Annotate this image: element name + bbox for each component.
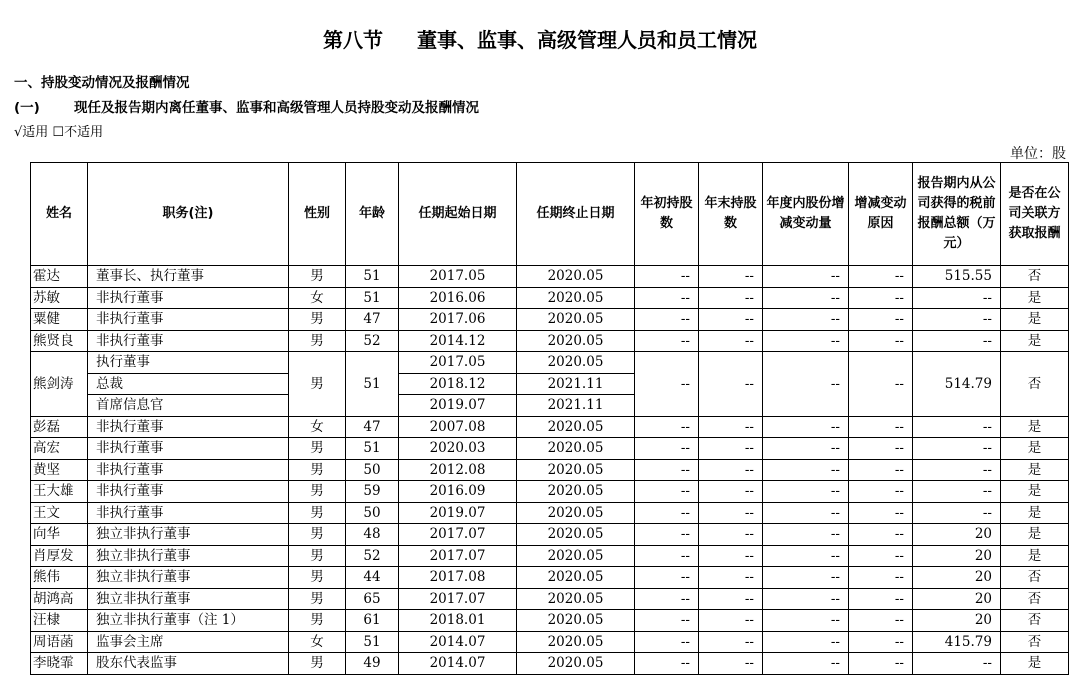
table-cell: --: [913, 330, 1001, 352]
table-cell: 47: [346, 309, 399, 331]
table-cell: 2020.05: [517, 524, 635, 546]
table-cell: --: [913, 502, 1001, 524]
table-cell: 非执行董事: [88, 309, 289, 331]
table-cell: 是: [1001, 545, 1069, 567]
table-cell: --: [635, 309, 699, 331]
table-cell: --: [763, 266, 849, 288]
table-cell: 高宏: [31, 438, 88, 460]
table-cell: --: [763, 588, 849, 610]
table-cell: --: [763, 502, 849, 524]
table-cell: 59: [346, 481, 399, 503]
table-cell: 2019.07: [399, 395, 517, 417]
table-cell: --: [913, 309, 1001, 331]
holdings-table: [30, 162, 1069, 675]
header-cell: 任期起始日期: [399, 163, 517, 266]
table-row: [31, 653, 1069, 675]
unit-label: 单位：股: [1010, 146, 1066, 162]
table-cell: --: [635, 524, 699, 546]
table-cell: --: [763, 309, 849, 331]
table-header-row: [31, 163, 1069, 266]
table-cell: --: [635, 266, 699, 288]
table-row: [31, 330, 1069, 352]
table-cell: 首席信息官: [88, 395, 289, 417]
table-cell: 非执行董事: [88, 481, 289, 503]
header-cell: 任期终止日期: [517, 163, 635, 266]
table-cell: --: [635, 352, 699, 417]
page-title: [0, 24, 1080, 53]
table-cell: --: [913, 416, 1001, 438]
table-cell: --: [849, 653, 913, 675]
table-cell: 2020.03: [399, 438, 517, 460]
table-cell: 是: [1001, 653, 1069, 675]
table-cell: 50: [346, 459, 399, 481]
table-cell: 是: [1001, 330, 1069, 352]
table-cell: 周语菡: [31, 631, 88, 653]
table-cell: 否: [1001, 266, 1069, 288]
table-cell: --: [913, 481, 1001, 503]
table-cell: 2014.12: [399, 330, 517, 352]
table-cell: 李晓霏: [31, 653, 88, 675]
table-cell: --: [699, 438, 763, 460]
table-cell: 苏敏: [31, 287, 88, 309]
table-cell: --: [699, 352, 763, 417]
table-cell: 男: [289, 610, 346, 632]
table-cell: 52: [346, 545, 399, 567]
table-cell: 黄坚: [31, 459, 88, 481]
table-cell: --: [635, 631, 699, 653]
table-cell: 2016.06: [399, 287, 517, 309]
table-cell: 2018.01: [399, 610, 517, 632]
table-cell: 48: [346, 524, 399, 546]
table-cell: --: [635, 459, 699, 481]
table-cell: 2020.05: [517, 545, 635, 567]
table-cell: 熊伟: [31, 567, 88, 589]
table-cell: 51: [346, 266, 399, 288]
table-cell: 2020.05: [517, 502, 635, 524]
table-cell: 王文: [31, 502, 88, 524]
table-cell: 王大雄: [31, 481, 88, 503]
table-row: [31, 438, 1069, 460]
header-cell: 年度内股份增减变动量: [763, 163, 849, 266]
table-cell: --: [635, 330, 699, 352]
table-cell: 2017.07: [399, 545, 517, 567]
table-cell: --: [763, 330, 849, 352]
table-row: [31, 266, 1069, 288]
header-cell: 增减变动原因: [849, 163, 913, 266]
table-cell: 独立非执行董事: [88, 567, 289, 589]
table-cell: 男: [289, 524, 346, 546]
table-cell: --: [849, 545, 913, 567]
table-cell: 熊剑涛: [31, 352, 88, 417]
table-cell: 2020.05: [517, 438, 635, 460]
table-cell: 执行董事: [88, 352, 289, 374]
table-cell: 汪棣: [31, 610, 88, 632]
table-cell: --: [913, 438, 1001, 460]
table-cell: --: [699, 266, 763, 288]
table-row: [31, 459, 1069, 481]
table-cell: --: [699, 309, 763, 331]
table-cell: 51: [346, 287, 399, 309]
table-cell: --: [849, 567, 913, 589]
table-cell: 20: [913, 567, 1001, 589]
table-cell: 52: [346, 330, 399, 352]
header-cell: 职务(注): [88, 163, 289, 266]
table-cell: 男: [289, 266, 346, 288]
table-cell: --: [763, 287, 849, 309]
table-cell: --: [635, 438, 699, 460]
table-cell: 2021.11: [517, 373, 635, 395]
table-cell: --: [635, 653, 699, 675]
table-cell: 独立非执行董事: [88, 588, 289, 610]
table-cell: 是: [1001, 438, 1069, 460]
table-cell: --: [849, 416, 913, 438]
table-cell: --: [763, 438, 849, 460]
header-cell: 性别: [289, 163, 346, 266]
table-row: [31, 610, 1069, 632]
table-cell: 否: [1001, 631, 1069, 653]
table-cell: 2017.08: [399, 567, 517, 589]
table-cell: 20: [913, 545, 1001, 567]
table-cell: --: [699, 567, 763, 589]
table-cell: 2020.05: [517, 330, 635, 352]
header-cell: 年初持股数: [635, 163, 699, 266]
table-cell: --: [849, 481, 913, 503]
table-cell: 514.79: [913, 352, 1001, 417]
section-name: 董事、监事、高级管理人员和员工情况: [417, 28, 757, 52]
table-cell: --: [699, 610, 763, 632]
table-cell: --: [635, 481, 699, 503]
table-cell: 女: [289, 631, 346, 653]
table-cell: 男: [289, 459, 346, 481]
header-cell: 年末持股数: [699, 163, 763, 266]
table-cell: --: [913, 653, 1001, 675]
table-cell: --: [635, 287, 699, 309]
table-cell: --: [763, 416, 849, 438]
table-cell: --: [699, 631, 763, 653]
table-cell: 女: [289, 287, 346, 309]
table-cell: --: [699, 502, 763, 524]
table-cell: 独立非执行董事: [88, 524, 289, 546]
table-cell: 非执行董事: [88, 416, 289, 438]
table-cell: 2007.08: [399, 416, 517, 438]
table-cell: 是: [1001, 524, 1069, 546]
table-cell: 2017.05: [399, 266, 517, 288]
table-row: [31, 545, 1069, 567]
table-cell: 2017.05: [399, 352, 517, 374]
table-cell: --: [913, 287, 1001, 309]
table-cell: 非执行董事: [88, 438, 289, 460]
table-cell: 男: [289, 309, 346, 331]
table-cell: --: [849, 330, 913, 352]
header-cell: 报告期内从公司获得的税前报酬总额（万元）: [913, 163, 1001, 266]
table-cell: --: [849, 352, 913, 417]
table-cell: 男: [289, 481, 346, 503]
table-cell: 2021.11: [517, 395, 635, 417]
table-cell: --: [699, 287, 763, 309]
table-cell: --: [763, 459, 849, 481]
table-row: [31, 567, 1069, 589]
table-row: [31, 309, 1069, 331]
table-cell: 2020.05: [517, 481, 635, 503]
table-cell: 2020.05: [517, 610, 635, 632]
table-cell: 否: [1001, 567, 1069, 589]
table-cell: 2020.05: [517, 631, 635, 653]
table-row: [31, 502, 1069, 524]
table-cell: 415.79: [913, 631, 1001, 653]
table-cell: --: [763, 524, 849, 546]
table-row: [31, 481, 1069, 503]
table-cell: --: [763, 481, 849, 503]
table-cell: 20: [913, 610, 1001, 632]
table-cell: 向华: [31, 524, 88, 546]
table-row: [31, 287, 1069, 309]
table-cell: --: [763, 631, 849, 653]
table-cell: 胡鸿高: [31, 588, 88, 610]
header-cell: 年龄: [346, 163, 399, 266]
table-cell: --: [699, 481, 763, 503]
table-cell: --: [763, 352, 849, 417]
table-cell: 65: [346, 588, 399, 610]
table-cell: 515.55: [913, 266, 1001, 288]
table-cell: 肖厚发: [31, 545, 88, 567]
table-cell: --: [849, 524, 913, 546]
table-cell: 2020.05: [517, 416, 635, 438]
table-cell: 男: [289, 352, 346, 417]
table-cell: 独立非执行董事（注 1）: [88, 610, 289, 632]
table-cell: 否: [1001, 588, 1069, 610]
table-cell: --: [699, 459, 763, 481]
table-cell: 47: [346, 416, 399, 438]
table-cell: 2017.06: [399, 309, 517, 331]
table-cell: 否: [1001, 610, 1069, 632]
table-cell: --: [635, 588, 699, 610]
table-cell: --: [849, 631, 913, 653]
table-cell: 是: [1001, 459, 1069, 481]
table-cell: --: [763, 653, 849, 675]
table-row: [31, 352, 1069, 374]
table-cell: 2012.08: [399, 459, 517, 481]
table-cell: --: [699, 653, 763, 675]
table-cell: 董事长、执行董事: [88, 266, 289, 288]
table-cell: 51: [346, 352, 399, 417]
table-cell: 61: [346, 610, 399, 632]
table-cell: 50: [346, 502, 399, 524]
table-cell: --: [699, 588, 763, 610]
table-row: [31, 416, 1069, 438]
table-cell: --: [635, 545, 699, 567]
table-cell: --: [635, 567, 699, 589]
table-cell: 男: [289, 588, 346, 610]
table-cell: --: [763, 567, 849, 589]
table-row: [31, 524, 1069, 546]
table-cell: --: [763, 545, 849, 567]
table-cell: --: [849, 438, 913, 460]
table-cell: --: [849, 309, 913, 331]
table-cell: 是: [1001, 416, 1069, 438]
table-cell: 男: [289, 330, 346, 352]
heading-2-text: 现任及报告期内离任董事、监事和高级管理人员持股变动及报酬情况: [74, 100, 479, 116]
table-cell: 监事会主席: [88, 631, 289, 653]
table-cell: --: [849, 588, 913, 610]
table-body: [31, 266, 1069, 675]
heading-2-number: (一): [14, 100, 40, 116]
table-cell: 2017.07: [399, 524, 517, 546]
table-cell: --: [849, 266, 913, 288]
table-cell: 男: [289, 502, 346, 524]
table-cell: 51: [346, 438, 399, 460]
table-cell: 非执行董事: [88, 459, 289, 481]
table-cell: 独立非执行董事: [88, 545, 289, 567]
header-cell: 姓名: [31, 163, 88, 266]
table-cell: 20: [913, 588, 1001, 610]
table-cell: --: [849, 459, 913, 481]
table-cell: --: [849, 287, 913, 309]
table-cell: 是: [1001, 287, 1069, 309]
table-cell: --: [849, 610, 913, 632]
table-cell: 非执行董事: [88, 287, 289, 309]
table-cell: 2019.07: [399, 502, 517, 524]
table-cell: 非执行董事: [88, 502, 289, 524]
table-cell: 51: [346, 631, 399, 653]
table-cell: 男: [289, 438, 346, 460]
table-cell: 49: [346, 653, 399, 675]
table-cell: --: [913, 459, 1001, 481]
table-row: [31, 588, 1069, 610]
table-cell: 2017.07: [399, 588, 517, 610]
table-cell: 2020.05: [517, 588, 635, 610]
table-cell: 是: [1001, 481, 1069, 503]
table-cell: 2020.05: [517, 352, 635, 374]
table-cell: 2020.05: [517, 653, 635, 675]
table-cell: 熊贤良: [31, 330, 88, 352]
section-number: 第八节: [323, 28, 383, 52]
table-cell: --: [699, 524, 763, 546]
applicable-checkbox-line: √适用 ☐不适用: [14, 125, 104, 140]
table-cell: 非执行董事: [88, 330, 289, 352]
table-cell: 彭磊: [31, 416, 88, 438]
table-cell: --: [635, 610, 699, 632]
table-cell: 2014.07: [399, 631, 517, 653]
table-cell: 股东代表监事: [88, 653, 289, 675]
table-cell: --: [699, 330, 763, 352]
table-cell: 44: [346, 567, 399, 589]
table-cell: 2014.07: [399, 653, 517, 675]
table-cell: 男: [289, 653, 346, 675]
table-cell: 总裁: [88, 373, 289, 395]
table-cell: 2020.05: [517, 266, 635, 288]
table-cell: 男: [289, 567, 346, 589]
table-row: [31, 631, 1069, 653]
header-cell: 是否在公司关联方获取报酬: [1001, 163, 1069, 266]
table-cell: --: [849, 502, 913, 524]
table-cell: --: [699, 416, 763, 438]
table-cell: 20: [913, 524, 1001, 546]
table-cell: 是: [1001, 502, 1069, 524]
table-cell: 是: [1001, 309, 1069, 331]
table-cell: 霍达: [31, 266, 88, 288]
table-cell: 2020.05: [517, 287, 635, 309]
table-cell: 2020.05: [517, 567, 635, 589]
table-cell: 男: [289, 545, 346, 567]
table-cell: 粟健: [31, 309, 88, 331]
table-cell: --: [699, 545, 763, 567]
table-cell: --: [635, 416, 699, 438]
table-cell: 否: [1001, 352, 1069, 417]
table-cell: 2018.12: [399, 373, 517, 395]
table-cell: 女: [289, 416, 346, 438]
table-cell: 2016.09: [399, 481, 517, 503]
table-cell: 2020.05: [517, 309, 635, 331]
table-cell: 2020.05: [517, 459, 635, 481]
heading-1: 一、持股变动情况及报酬情况: [14, 75, 190, 91]
table-cell: --: [763, 610, 849, 632]
table-cell: --: [635, 502, 699, 524]
heading-2: [14, 96, 479, 116]
